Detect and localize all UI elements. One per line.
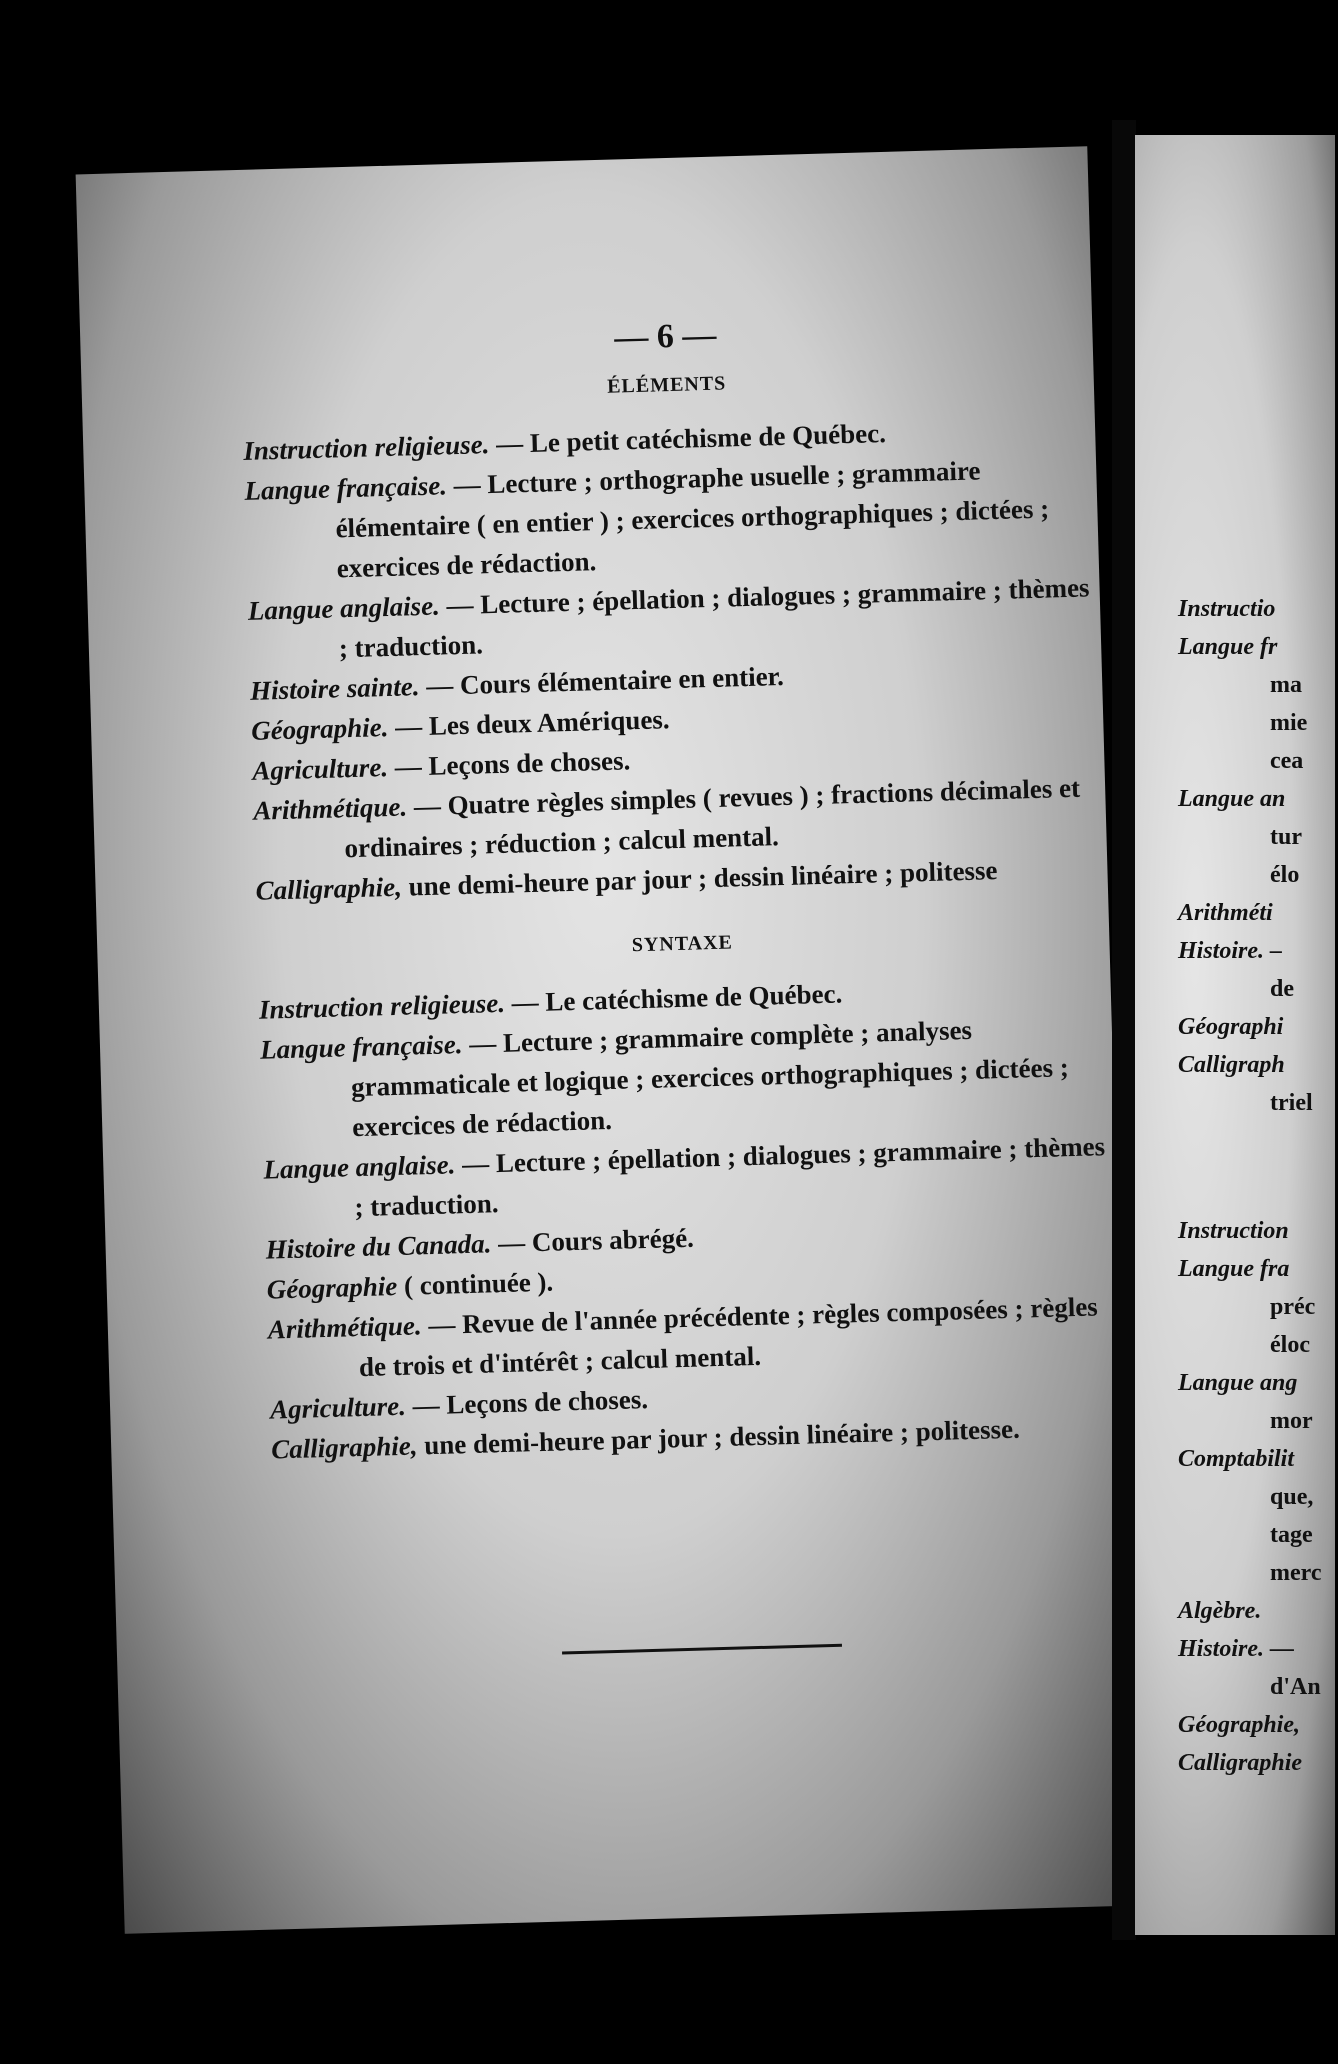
- entry-subject: Arithmétique.: [267, 1310, 423, 1345]
- fragment: Langue an: [1178, 786, 1286, 812]
- fragment: que,: [1270, 1484, 1314, 1510]
- fragment: mie: [1270, 710, 1308, 736]
- entry-text: — Revue de l'année précédente ; règles composées ; règles de trois et d'intérêt ; calcul mental.: [358, 1291, 1099, 1383]
- entry-text: — Le catéchisme de Québec.: [504, 978, 843, 1018]
- entry-text: — Quatre règles simples ( revues ) ; fractions décimales et ordinaires ; réduction ; calcul mental.: [344, 772, 1081, 864]
- fragment: cea: [1270, 748, 1304, 774]
- entry: [260, 1006, 1113, 1150]
- fragment: Histoire. –: [1178, 938, 1283, 964]
- fragment: Langue fr: [1178, 634, 1278, 660]
- entry-text: ( continuée ).: [396, 1266, 554, 1301]
- entry-subject: Histoire sainte.: [249, 671, 420, 706]
- fragment: éloc: [1270, 1332, 1310, 1358]
- entry-subject: Langue française.: [244, 470, 448, 506]
- entry-text: — Leçons de choses.: [387, 745, 631, 783]
- fragment: triel: [1270, 1090, 1313, 1116]
- section-title: ÉLÉMENTS: [606, 372, 727, 398]
- fragment: ma: [1270, 672, 1302, 698]
- entry-subject: Géographie: [266, 1270, 398, 1305]
- left-page-content: [240, 306, 1127, 1662]
- fragment-gap: [1178, 1122, 1338, 1212]
- right-page-text: [1178, 590, 1338, 1782]
- section-elements: [242, 362, 1106, 911]
- entry-subject: Instruction religieuse.: [242, 429, 490, 466]
- fragment: de: [1270, 976, 1294, 1002]
- section-title: SYNTAXE: [631, 931, 734, 957]
- entry-text: — Lecture ; orthographe usuelle ; grammaire élémentaire ( en entier ) ; exercices orthographiques ; dictées ; exercices de rédaction.: [335, 455, 1050, 584]
- fragment: Histoire. —: [1178, 1636, 1295, 1662]
- fragment: Géographie,: [1178, 1712, 1300, 1738]
- entry-subject: Instruction religieuse.: [258, 987, 506, 1025]
- fragment: préc: [1270, 1294, 1316, 1320]
- entry-text: une demi-heure par jour ; dessin linéaire ; politesse.: [417, 1413, 1021, 1461]
- fragment: Langue fra: [1178, 1256, 1290, 1282]
- fragment: merc: [1270, 1560, 1322, 1586]
- fragment: élo: [1270, 862, 1300, 888]
- entry-text: — Leçons de choses.: [405, 1384, 649, 1421]
- page-number: — 6 —: [613, 316, 717, 357]
- fragment: Instructio: [1178, 596, 1276, 622]
- entry-subject: Calligraphie,: [255, 871, 403, 906]
- entry-text: — Cours élémentaire en entier.: [419, 660, 785, 702]
- entry-text: — Cours abrégé.: [490, 1222, 695, 1259]
- fragment: Arithméti: [1178, 900, 1273, 926]
- entry-text: — Les deux Amériques.: [387, 704, 670, 743]
- entry-subject: Géographie.: [250, 712, 389, 746]
- fragment: Langue ang: [1178, 1370, 1298, 1396]
- section-syntaxe: [257, 921, 1121, 1470]
- entry-subject: Langue française.: [259, 1029, 463, 1065]
- entry-subject: Histoire du Canada.: [265, 1228, 492, 1265]
- fragment: mor: [1270, 1408, 1313, 1434]
- entry-text: — Le petit catéchisme de Québec.: [488, 418, 887, 460]
- fragment: Géographi: [1178, 1014, 1284, 1040]
- entry-text: une demi-heure par jour ; dessin linéaire ; politesse: [401, 855, 998, 902]
- entry-subject: Langue anglaise.: [247, 590, 441, 626]
- entry-subject: Agriculture.: [269, 1390, 407, 1425]
- fragment: Instruction: [1178, 1218, 1289, 1244]
- fragment: tage: [1270, 1522, 1313, 1548]
- book-gutter: [1112, 120, 1136, 1940]
- entry-subject: Arithmétique.: [253, 791, 408, 826]
- fragment: d'An: [1270, 1674, 1321, 1700]
- entry: [244, 447, 1097, 591]
- fragment: Calligraph: [1178, 1052, 1285, 1078]
- entry-subject: Langue anglaise.: [263, 1149, 456, 1185]
- entry-text: — Lecture ; épellation ; dialogues ; grammaire ; thèmes ; traduction.: [354, 1131, 1106, 1223]
- fragment: Comptabilit: [1178, 1446, 1295, 1472]
- fragment: Calligraphie: [1178, 1750, 1303, 1776]
- entry-subject: Agriculture.: [251, 752, 389, 786]
- fragment: Algèbre.: [1178, 1598, 1262, 1624]
- entry-text: — Lecture ; épellation ; dialogues ; grammaire ; thèmes ; traduction.: [338, 572, 1090, 664]
- entry-subject: Calligraphie,: [270, 1430, 418, 1465]
- entry-text: — Lecture ; grammaire complète ; analyses grammaticale et logique ; exercices orthographiques ; dictées ; exercices de rédaction.: [350, 1014, 1070, 1143]
- fragment: tur: [1270, 824, 1302, 850]
